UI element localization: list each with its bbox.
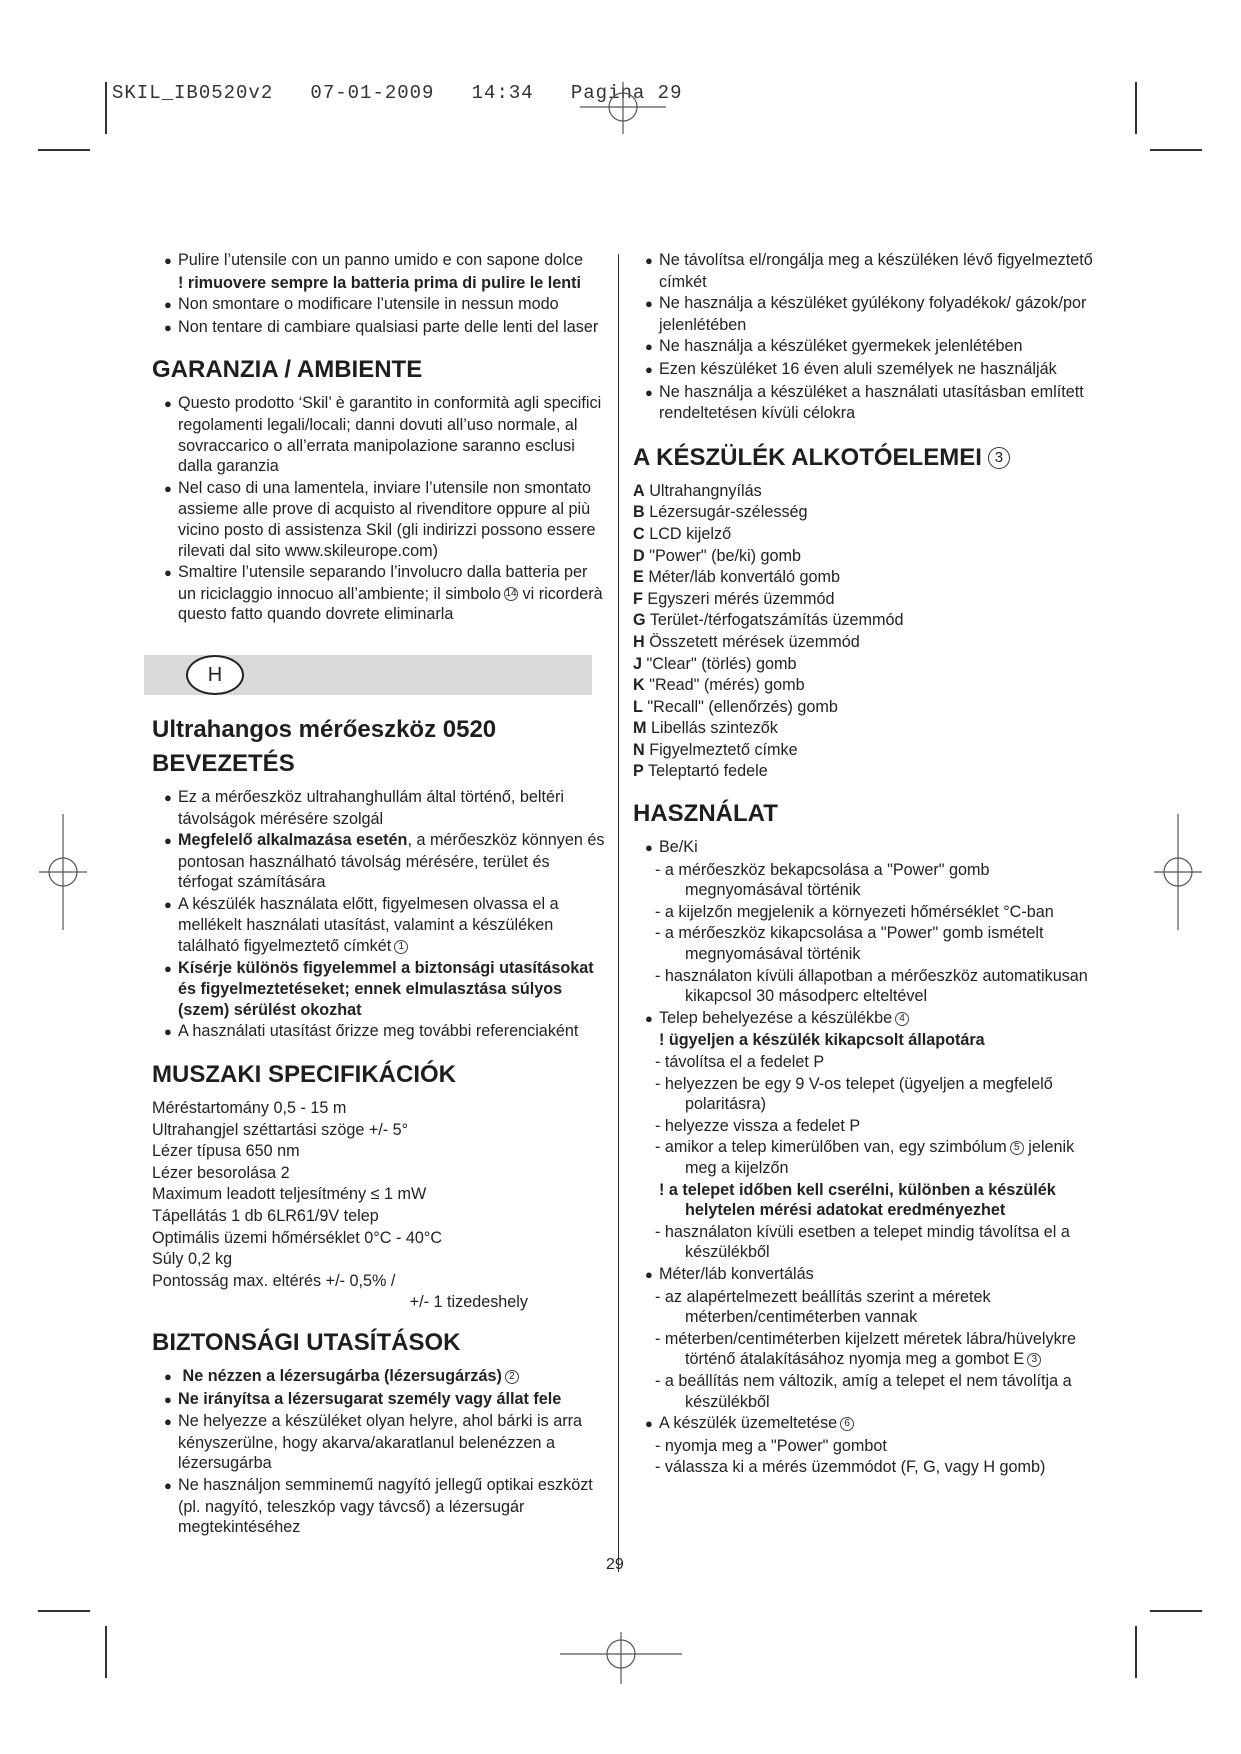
- sub-item: - távolítsa el a fedelet P: [655, 1053, 825, 1071]
- registration-mark-icon: [558, 1630, 684, 1686]
- component-item: N Figyelmeztető címke: [633, 740, 798, 759]
- list-item: ● A készülék használata előtt, figyelmesen olvassa el a mellékelt használati utasítást, valamint a készüléken található figyelmeztető címkét 1: [164, 894, 559, 956]
- print-header: SKIL_IB0520v2 07-01-2009 14:34 Pagina 29: [112, 82, 683, 104]
- crop-mark: [38, 149, 90, 151]
- warning-text: ! a telepet időben kell cserélni, különben a készülék helytelen mérési adatokat eredményezhet: [659, 1180, 1056, 1220]
- list-item: ● Telep behelyezése a készülékbe 4: [633, 1008, 1093, 1030]
- warning-text: ! ügyeljen a készülék kikapcsolt állapotára: [659, 1031, 985, 1050]
- warning-text: ! rimuovere sempre la batteria prima di pulire le lenti: [178, 273, 582, 292]
- registration-mark-icon: [35, 812, 91, 932]
- list-item: ● Nel caso di una lamentela, inviare l’utensile non smontato assieme alle prove di acquisto al rivenditore oppure al più vicino posto di assistenza Skil (gli indirizzi possono essere rilevati dal sito www.skileurope.com): [164, 478, 596, 560]
- crop-mark: [105, 1626, 107, 1678]
- list-item: ● Ez a mérőeszköz ultrahanghullám által történő, beltéri távolságok mérésére szolgál: [164, 787, 565, 828]
- list-item: ● A használati utasítást őrizze meg további referenciaként: [164, 1022, 579, 1041]
- section-title: BIZTONSÁGI UTASÍTÁSOK: [152, 1328, 461, 1356]
- crop-mark: [1135, 82, 1137, 134]
- language-badge: H: [186, 655, 244, 695]
- sub-item: - helyezze vissza a fedelet P: [655, 1116, 861, 1135]
- spec-line: Súly 0,2 kg: [152, 1250, 233, 1269]
- component-item: B Lézersugár-szélesség: [633, 503, 808, 522]
- component-item: A Ultrahangnyílás: [633, 481, 762, 500]
- section-title: MUSZAKI SPECIFIKÁCIÓK: [152, 1061, 457, 1089]
- spec-line: Maximum leadott teljesítmény ≤ 1 mW: [152, 1185, 427, 1204]
- crop-mark: [1150, 1610, 1202, 1612]
- list-item: ● Questo prodotto ‘Skil’ è garantito in conformità agli specifici regolamenti legali/locali; danni dovuti all’uso normale, al sovraccarico o all’errata manipolazione saranno esclusi dalla garanzia: [164, 394, 602, 476]
- sub-item: - használaton kívüli esetben a telepet mindig távolítsa el a készülékből: [655, 1222, 1070, 1262]
- language-bar: [144, 655, 592, 695]
- list-item: ● Megfelelő alkalmazása esetén, a mérőeszköz könnyen és pontosan használható távolság mérésére, terület és térfogat számítására: [164, 831, 605, 892]
- section-title: A KÉSZÜLÉK ALKOTÓELEMEI 3: [633, 444, 1093, 472]
- list-item: ● Ne használja a készüléket gyermekek jelenlétében: [645, 337, 1023, 356]
- list-item: ● Ne használja a készüléket gyúlékony folyadékok/ gázok/por jelenlétében: [645, 294, 1087, 334]
- figure-ref: 1: [394, 940, 408, 954]
- list-item: ● Ne használja a készüléket a használati utasításban említett rendeltetésen kívüli célokra: [645, 382, 1084, 423]
- component-item: P Teleptartó fedele: [633, 762, 768, 781]
- component-item: E Méter/láb konvertáló gomb: [633, 568, 840, 587]
- list-item: ● Ne helyezze a készüléket olyan helyre, ahol bárki is arra kényszerülne, hogy akarva/akaratlanul belenézzen a lézersugárba: [164, 1412, 582, 1473]
- sub-item: - a mérőeszköz bekapcsolása a "Power" gomb megnyomásával történik: [655, 860, 990, 900]
- list-item: ● Kísérje különös figyelemmel a biztonsági utasításokat és figyelmeztetéseket; ennek elmulasztása súlyos (szem) sérülést okozhat: [164, 958, 594, 1019]
- sub-item: - az alapértelmezett beállítás szerint a méretek méterben/centiméterben vannak: [655, 1287, 991, 1327]
- page-number: 29: [606, 1556, 624, 1573]
- spec-line: Lézer besorolása 2: [152, 1163, 290, 1182]
- list-item: ● Smaltire l’utensile separando l’involucro dalla batteria per un riciclaggio innocuo all’ambiente; il simbolo 14 vi ricorderà questo fatto quando dovrete eliminarla: [164, 563, 603, 624]
- sub-item: - a mérőeszköz kikapcsolása a "Power" gomb ismételt megnyomásával történik: [655, 924, 1044, 964]
- sub-item: - használaton kívüli állapotban a mérőeszköz automatikusan kikapcsol 30 másodperc elteltével: [655, 966, 1088, 1006]
- registration-mark-icon: [1150, 812, 1206, 932]
- sub-item: - helyezzen be egy 9 V-os telepet (ügyeljen a megfelelő polaritásra): [655, 1074, 1053, 1114]
- list-item: ● A készülék üzemeltetése 6: [633, 1413, 1093, 1435]
- column-divider: [618, 254, 619, 1572]
- sub-item: - a beállítás nem változik, amíg a telepet el nem távolítja a készülékből: [655, 1371, 1072, 1411]
- component-item: G Terület-/térfogatszámítás üzemmód: [633, 611, 904, 630]
- figure-ref: 14: [505, 588, 517, 600]
- right-column: [633, 250, 1093, 1479]
- sub-item: - amikor a telep kimerülőben van, egy szimbólum 5 jelenik meg a kijelzőn: [655, 1138, 1075, 1177]
- figure-ref: 2: [505, 1370, 519, 1384]
- spec-line: Optimális üzemi hőmérséklet 0°C - 40°C: [152, 1228, 443, 1247]
- sub-item: - nyomja meg a "Power" gombot: [655, 1436, 887, 1455]
- spec-line: Lézer típusa 650 nm: [152, 1142, 300, 1161]
- list-item: ● Ne nézzen a lézersugárba (lézersugárzás) 2: [152, 1366, 608, 1388]
- spec-line: Méréstartomány 0,5 - 15 m: [152, 1099, 347, 1118]
- list-item: ● Pulire l’utensile con un panno umido e con sapone dolce: [164, 251, 583, 269]
- component-item: H Összetett mérések üzemmód: [633, 632, 860, 651]
- sub-item: - a kijelzőn megjelenik a környezeti hőmérséklet °C-ban: [655, 902, 1054, 921]
- sub-item: - méterben/centiméterben kijelzett méretek lábra/hüvelykre történő átalakításához nyomja meg a gombot E 3: [655, 1329, 1077, 1369]
- component-item: K "Read" (mérés) gomb: [633, 676, 805, 695]
- component-item: D "Power" (be/ki) gomb: [633, 546, 802, 565]
- section-title: BEVEZETÉS: [152, 749, 295, 777]
- registration-mark-icon: [578, 80, 668, 136]
- spec-line: Ultrahangjel széttartási szöge +/- 5°: [152, 1120, 409, 1139]
- list-item: ● Non tentare di cambiare qualsiasi parte delle lenti del laser: [164, 317, 599, 336]
- left-column: [152, 250, 608, 1539]
- component-item: L "Recall" (ellenőrzés) gomb: [633, 697, 838, 716]
- figure-ref: 6: [840, 1417, 854, 1431]
- list-item: ● Ne távolítsa el/rongálja meg a készüléken lévő figyelmeztető címkét: [645, 251, 1093, 291]
- crop-mark: [1135, 1626, 1137, 1678]
- spec-line: Tápellátás 1 db 6LR61/9V telep: [152, 1207, 379, 1225]
- section-title: GARANZIA / AMBIENTE: [152, 356, 423, 384]
- list-item: ● Méter/láb konvertálás: [645, 1264, 814, 1283]
- component-item: J "Clear" (törlés) gomb: [633, 654, 797, 673]
- figure-ref: 3: [1027, 1353, 1041, 1367]
- section-title: HASZNÁLAT: [633, 800, 778, 828]
- list-item: ● Ne irányítsa a lézersugarat személy vagy állat fele: [164, 1389, 562, 1408]
- crop-mark: [1150, 149, 1202, 151]
- component-item: C LCD kijelző: [633, 524, 732, 543]
- figure-ref: 4: [895, 1012, 909, 1026]
- sub-item: - válassza ki a mérés üzemmódot (F, G, vagy H gomb): [655, 1458, 1046, 1477]
- list-item: ● Be/Ki: [645, 838, 698, 857]
- component-item: F Egyszeri mérés üzemmód: [633, 589, 835, 608]
- spec-line: +/- 1 tizedeshely: [409, 1293, 528, 1312]
- list-item: ● Ne használjon semminemű nagyító jellegű optikai eszközt (pl. nagyító, teleszkóp vagy távcső) a lézersugár megtekintéséhez: [164, 1475, 593, 1537]
- product-title: Ultrahangos mérőeszköz 0520: [152, 715, 497, 743]
- list-item: ● Non smontare o modificare l’utensile in nessun modo: [164, 295, 559, 314]
- component-item: M Libellás szintezők: [633, 719, 778, 738]
- figure-ref: 3: [988, 447, 1010, 469]
- crop-mark: [38, 1610, 90, 1612]
- crop-mark: [105, 82, 107, 134]
- list-item: ● Ezen készüléket 16 éven aluli személyek ne használják: [645, 359, 1057, 378]
- figure-ref: 5: [1010, 1141, 1024, 1155]
- spec-line: Pontosság max. eltérés +/- 0,5% /: [152, 1271, 396, 1290]
